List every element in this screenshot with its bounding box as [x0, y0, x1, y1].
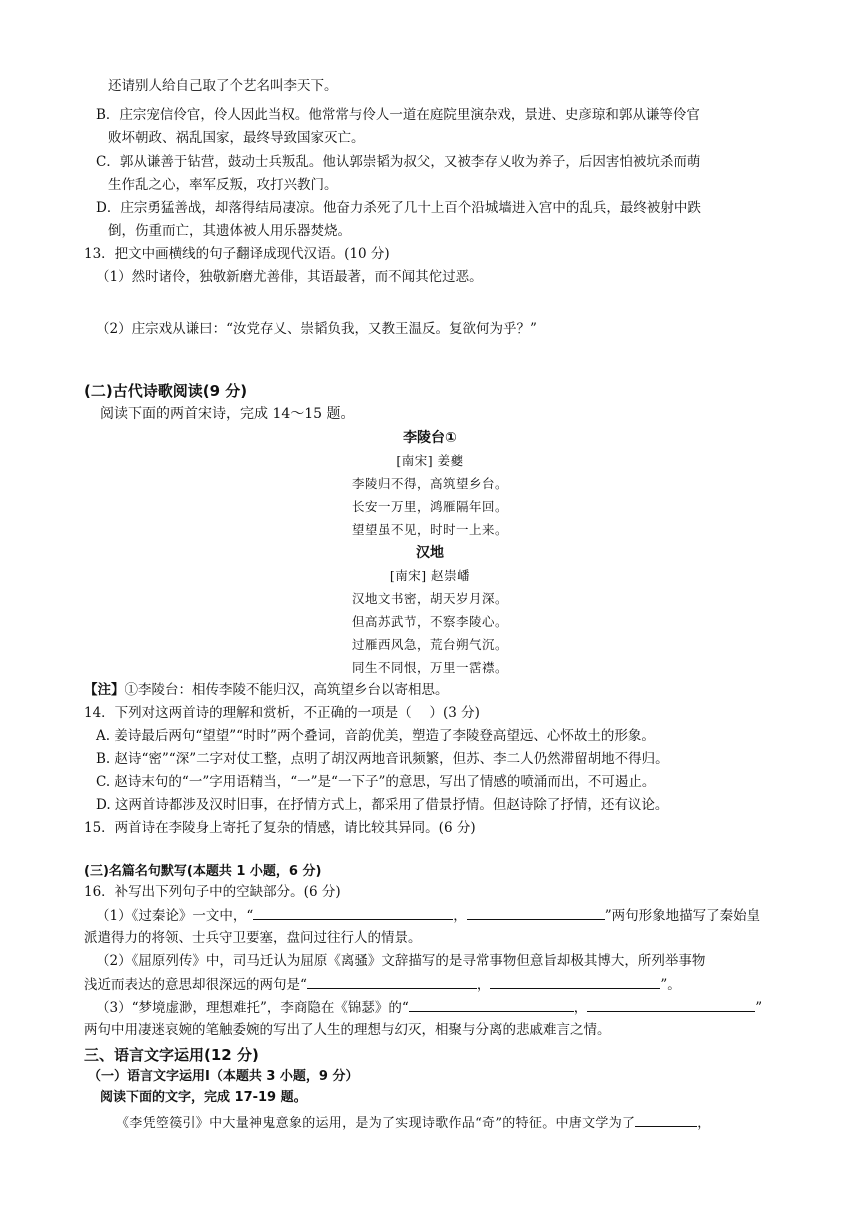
q12-option-d-cont: 倒，伤重而亡，其遗体被人用乐器焚烧。 — [108, 223, 351, 239]
part3-intro: 阅读下面的文字，完成 17-19 题。 — [100, 1090, 307, 1105]
note-tag: 【注】 — [84, 682, 125, 698]
q16-1-suffix: ”两句形象地描写了秦始皇 — [604, 908, 761, 924]
part3-subheading: （一）语言文字运用Ⅰ（本题共 3 小题，9 分） — [88, 1069, 359, 1084]
q16-item-2-cont — [84, 974, 681, 995]
q16-3-blank-a[interactable] — [409, 997, 574, 1012]
q14-stem: 14．下列对这两首诗的理解和赏析，不正确的一项是（ ）(3 分) — [84, 705, 480, 721]
q12-option-a-continuation: 还请别人给自己取了个艺名叫李天下。 — [108, 78, 338, 94]
poem2-author: [南宋] 赵崇嶓 — [389, 568, 471, 583]
poem1-title: 李陵台① — [403, 430, 457, 446]
q16-3-blank-b[interactable] — [587, 997, 755, 1012]
note-text: ①李陵台：相传李陵不能归汉，高筑望乡台以寄相思。 — [124, 682, 449, 698]
q13-stem: 13．把文中画横线的句子翻译成现代汉语。(10 分) — [84, 246, 390, 262]
q13-sentence-1: （1）然时诸伶，独敬新磨尤善俳，其语最著，而不闻其佗过恶。 — [96, 269, 483, 285]
q12-option-b-cont: 败坏朝政、祸乱国家，最终导致国家灭亡。 — [108, 130, 365, 146]
q16-item-1-cont: 派遣得力的将领、士兵守卫要塞，盘问过往行人的情景。 — [84, 930, 422, 946]
poem2-title: 汉地 — [416, 545, 444, 561]
q12-option-c: C．郭从谦善于钻营，鼓动士兵叛乱。他认郭崇韬为叔父，又被李存乂收为养子，后因害怕被坑杀而萌 — [96, 154, 701, 170]
q16-2-blank-b[interactable] — [490, 974, 660, 989]
q16-2-prefix: 浅近而表达的意思却很深远的两句是“ — [84, 977, 307, 993]
q16-stem: 16．补写出下列句子中的空缺部分。(6 分) — [84, 884, 341, 900]
part3-paragraph — [116, 1112, 711, 1134]
q12-option-c-cont: 生作乱之心，率军反叛，攻打兴教门。 — [108, 177, 338, 193]
section-heading-poetry: (二)古代诗歌阅读(9 分) — [84, 382, 248, 400]
q16-1-blank-b[interactable] — [467, 905, 605, 920]
poem1-line: 望望虽不见，时时一上来。 — [351, 522, 508, 537]
q16-item-3 — [96, 997, 762, 1018]
q14-option-c: C. 赵诗末句的“一”字用语精当，“一”是“一下子”的意思，写出了情感的喷涌而出，不可遏止。 — [96, 774, 656, 790]
poem1-line: 长安一万里，鸿雁隔年回。 — [351, 499, 508, 514]
q16-item-2: （2）《屈原列传》中，司马迁认为屈原《离骚》文辞描写的是寻常事物但意旨却极其博大，所列举事物 — [96, 953, 706, 969]
q16-1-blank-a[interactable] — [253, 905, 453, 920]
q16-1-sep: ， — [453, 908, 467, 924]
poem2-line: 汉地文书密，胡天岁月深。 — [351, 591, 508, 606]
part3-heading: 三、语言文字运用(12 分) — [84, 1046, 259, 1064]
poem1-author: [南宋] 姜夔 — [396, 453, 464, 468]
q12-option-b: B．庄宗宠信伶官，伶人因此当权。他常常与伶人一道在庭院里演杂戏，景进、史彦琼和郭从谦等伶官 — [96, 107, 700, 123]
part3-paragraph-text: 《李凭箜篌引》中大量神鬼意象的运用，是为了实现诗歌作品“奇”的特征。中唐文学为了 — [116, 1116, 636, 1131]
part3-blank[interactable] — [635, 1112, 697, 1127]
poem2-line: 但高苏武节，不察李陵心。 — [351, 614, 508, 629]
q16-2-suffix: ”。 — [660, 977, 681, 993]
q16-3-suffix: ” — [755, 1000, 763, 1016]
poem1-line: 李陵归不得，高筑望乡台。 — [351, 476, 508, 491]
annotation-note — [84, 680, 449, 700]
q16-2-blank-a[interactable] — [307, 974, 477, 989]
q16-item-1 — [96, 905, 760, 926]
poem2-line: 同生不同恨，万里一霑襟。 — [351, 660, 508, 675]
q14-option-a: A. 姜诗最后两句“望望”“时时”两个叠词，音韵优美，塑造了李陵登高望远、心怀故土的形象。 — [96, 728, 655, 744]
q16-item-3-cont: 两句中用凄迷哀婉的笔触委婉的写出了人生的理想与幻灭，相聚与分离的悲戚难言之情。 — [84, 1022, 611, 1038]
part3-paragraph-end: ， — [697, 1116, 711, 1131]
q16-2-sep: ， — [476, 977, 491, 993]
q15-stem: 15．两首诗在李陵身上寄托了复杂的情感，请比较其异同。(6 分) — [84, 820, 476, 836]
q13-sentence-2: （2）庄宗戏从谦曰：“汝党存乂、崇韬负我，又教王温反。复欲何为乎？” — [96, 321, 537, 337]
q12-option-d: D．庄宗勇猛善战，却落得结局凄凉。他奋力杀死了几十上百个沿城墙进入宫中的乱兵，最终被射中跌 — [96, 200, 701, 216]
section-heading-dictation: (三)名篇名句默写(本题共 1 小题，6 分) — [84, 864, 322, 879]
q16-3-sep: ， — [573, 1000, 588, 1016]
q16-1-prefix: （1）《过秦论》一文中，“ — [96, 908, 254, 924]
q16-3-prefix: （3）“梦境虚渺，理想难托”，李商隐在《锦瑟》的“ — [96, 1000, 409, 1016]
poetry-intro: 阅读下面的两首宋诗，完成 14～15 题。 — [100, 406, 355, 422]
q14-option-b: B. 赵诗“密”“深”二字对仗工整，点明了胡汉两地音讯频繁，但苏、李二人仍然滞留胡地不得归。 — [96, 751, 669, 767]
q14-option-d: D. 这两首诗都涉及汉时旧事，在抒情方式上，都采用了借景抒情。但赵诗除了抒情，还有议论。 — [96, 797, 669, 813]
poem2-line: 过雁西风急，荒台朔气沉。 — [351, 637, 508, 652]
